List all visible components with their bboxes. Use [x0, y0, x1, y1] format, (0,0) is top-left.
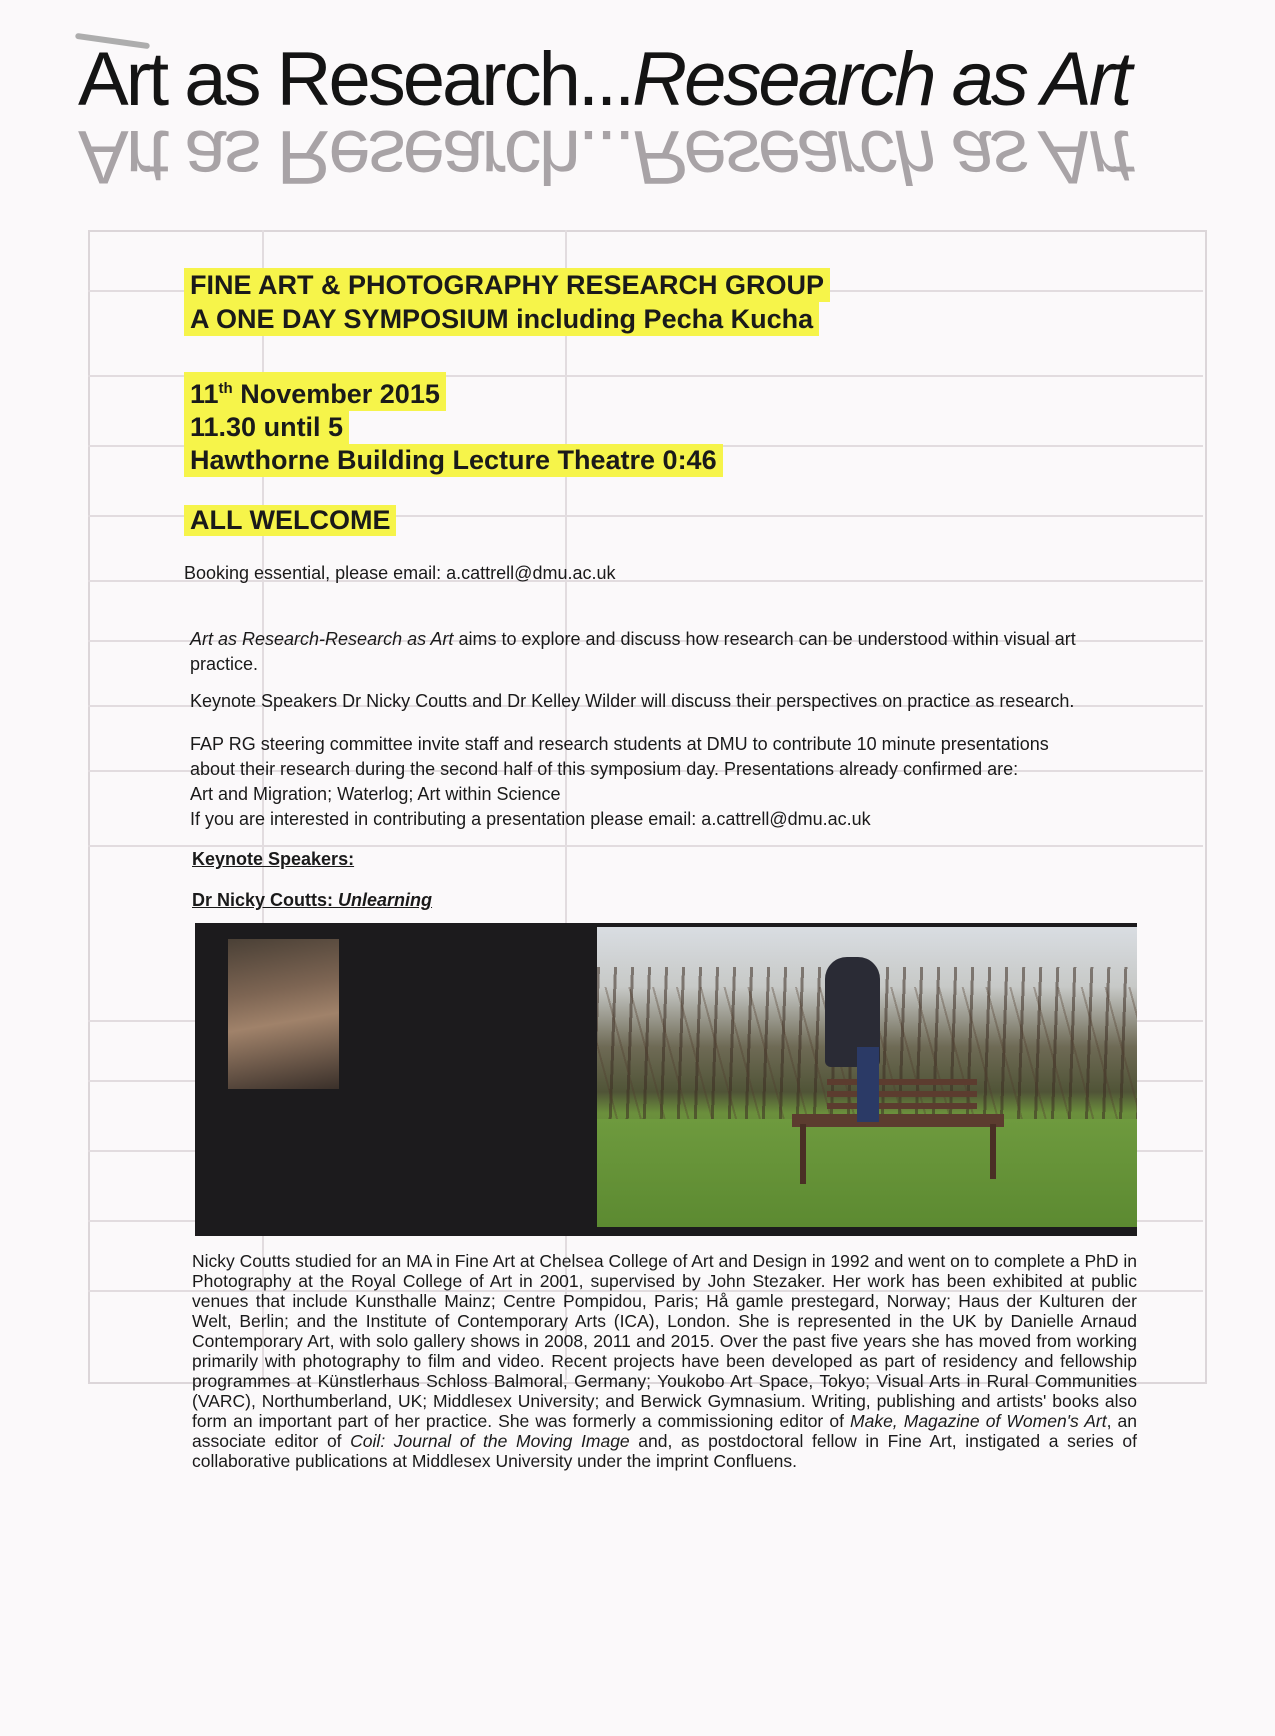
park-bench-photo [597, 927, 1137, 1227]
title-reflection-part-2: Research as Art [632, 114, 1130, 199]
intro-title: Art as Research-Research as Art [190, 629, 454, 649]
group-line-1: FINE ART & PHOTOGRAPHY RESEARCH GROUP [184, 268, 830, 302]
bio-publication: Make, Magazine of Women's Art [850, 1411, 1107, 1431]
speaker-portrait-image [228, 939, 339, 1089]
date-suffix: th [218, 380, 233, 397]
photo-bench-seat [792, 1114, 1004, 1127]
booking-note: Booking essential, please email: a.cattrell@dmu.ac.uk [184, 563, 616, 583]
event-time: 11.30 until 5 [184, 411, 349, 444]
event-date [184, 372, 446, 411]
fap-line: about their research during the second half of this symposium day. Presentations already confirmed are: [190, 759, 1019, 779]
speaker-name: Dr Nicky Coutts: [192, 890, 339, 910]
photo-person-legs [857, 1047, 879, 1122]
page-title [78, 37, 1130, 122]
photo-grass [597, 1119, 1137, 1227]
speaker-heading [192, 890, 432, 911]
intro-paragraph [190, 627, 1125, 677]
photo-bench-leg [800, 1124, 806, 1184]
group-line-2: A ONE DAY SYMPOSIUM including Pecha Kucha [184, 302, 819, 336]
intro-text: aims to explore and discuss how research can be understood within visual art practice. [190, 629, 1076, 674]
date-day: 11 [190, 379, 219, 409]
welcome-banner [184, 505, 396, 536]
title-reflection [78, 114, 1130, 199]
title-part-1: Art as Research... [78, 37, 633, 122]
fap-paragraph [190, 732, 1125, 832]
fap-line: Art and Migration; Waterlog; Art within Science [190, 784, 561, 804]
keynote-speakers-heading: Keynote Speakers: [192, 849, 355, 869]
event-venue: Hawthorne Building Lecture Theatre 0:46 [184, 444, 723, 477]
keynote-paragraph: Keynote Speakers Dr Nicky Coutts and Dr Kelley Wilder will discuss their perspectives on practice as research. [190, 691, 1075, 711]
date-rest: November 2015 [240, 379, 440, 409]
reverse-bleed-line [88, 845, 1203, 847]
bio-text: , an associate editor of [192, 1411, 1137, 1451]
bio-text: and, as postdoctoral fellow in Fine Art, instigated a series of collaborative publications at Middlesex University under the imprint Confluens. [192, 1431, 1137, 1471]
speaker-biography [192, 1251, 1137, 1471]
all-welcome: ALL WELCOME [184, 505, 396, 536]
photo-bench-back [827, 1079, 977, 1111]
fap-line: FAP RG steering committee invite staff and research students at DMU to contribute 10 minute presentations [190, 734, 1049, 754]
fap-line: If you are interested in contributing a presentation please email: a.cattrell@dmu.ac.uk [190, 809, 871, 829]
research-group-heading [184, 268, 830, 336]
event-details [184, 372, 723, 477]
bio-text: Nicky Coutts studied for an MA in Fine Art at Chelsea College of Art and Design in 1992 and went on to complete a PhD in Photography at the Royal College of Art in 2001, supervised by John Stezaker. Her work has been exhibited at public venues that include Kunsthalle Mainz; Centre Pompidou, Paris; Hå gamle prestegard, Norway; Haus der Kulturen der Welt, Berlin; and the Institute of Contemporary Arts (ICA), London. She is represented in the UK by Danielle Arnaud Contemporary Art, with solo gallery shows in 2008, 2011 and 2015. Over the past five years she has moved from working primarily with photography to film and video. Recent projects have been developed as part of residency and fellowship programmes at Künstlerhaus Schloss Balmoral, Germany; Youkobo Art Space, Tokyo; Visual Arts in Rural Communities (VARC), Northumberland, UK; Middlesex University; and Berwick Gymnasium. Writing, publishing and artists' books also form an important part of her practice. She was formerly a commissioning editor of [192, 1251, 1137, 1431]
photo-bench-leg [990, 1124, 996, 1179]
speaker-talk-title: Unlearning [338, 890, 433, 910]
title-part-2: Research as Art [632, 37, 1130, 122]
title-reflection-part-1: Art as Research... [78, 114, 633, 199]
bio-publication: Coil: Journal of the Moving Image [350, 1431, 630, 1451]
